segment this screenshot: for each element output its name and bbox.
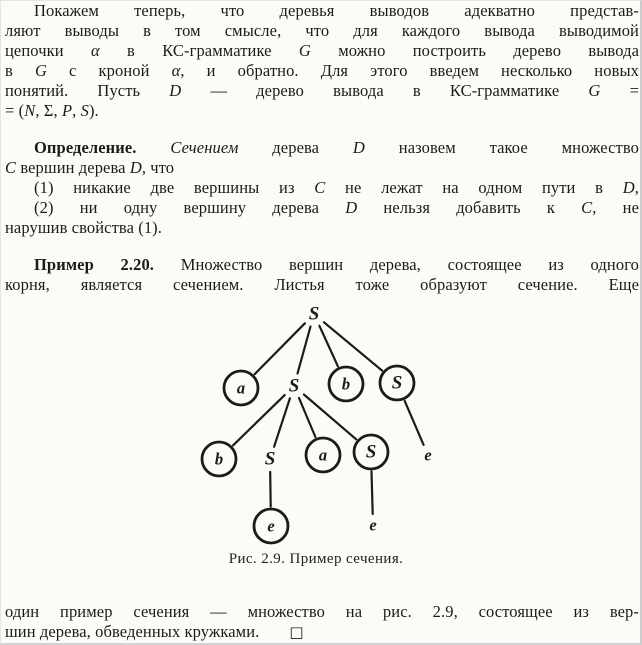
text-line xyxy=(5,41,639,61)
text-line xyxy=(5,255,639,275)
italic-variable: D xyxy=(622,178,635,197)
text-run: один пример сечения — множество на рис. 2.9, состоящее из вер- xyxy=(5,602,639,621)
tree-node-label: S xyxy=(391,372,403,394)
text-line xyxy=(5,275,639,295)
text-run: ). xyxy=(88,101,99,120)
tree-edge xyxy=(299,398,315,437)
text-run: , не xyxy=(592,198,640,217)
text-run: цепочки xyxy=(5,41,91,60)
italic-variable: S xyxy=(80,101,89,120)
text-line xyxy=(5,61,639,81)
italic-variable: D xyxy=(345,198,358,217)
tree-node-label: S xyxy=(264,448,276,470)
text-run: (2) ни одну вершину дерева xyxy=(34,198,346,217)
italic-variable: G xyxy=(34,61,47,80)
text-run: нельзя добавить к xyxy=(357,198,582,217)
text-run: = xyxy=(600,81,639,100)
tree-edge xyxy=(298,327,311,374)
tree-node-label: S xyxy=(365,441,377,463)
tree-edge xyxy=(274,398,290,446)
text-line xyxy=(5,602,639,622)
text-run: = ( xyxy=(5,101,25,120)
tree-node-label: b xyxy=(341,374,351,394)
italic-variable: N xyxy=(24,101,36,120)
text-line xyxy=(5,21,639,41)
tree-node-label: e xyxy=(369,515,377,535)
italic-variable: D xyxy=(169,81,182,100)
text-run: , xyxy=(72,101,81,120)
text-run: , и обратно. Для этого введем несколько новых xyxy=(180,61,639,80)
italic-variable: α xyxy=(90,41,100,60)
text-run: вершин дерева xyxy=(16,158,130,177)
italic-variable: P xyxy=(61,101,73,120)
italic-variable: C xyxy=(581,198,593,217)
text-run: корня, является сечением. Листья тоже образуют сечение. Еще xyxy=(5,275,639,294)
text-line xyxy=(5,138,639,158)
tree-node-label: S xyxy=(308,303,320,325)
italic-variable: G xyxy=(588,81,601,100)
italic-variable: G xyxy=(298,41,311,60)
text-run: в КС-грамматике xyxy=(99,41,299,60)
derivation-tree-figure xyxy=(1,301,642,553)
text-line xyxy=(5,178,639,198)
text-line xyxy=(5,101,639,121)
tree-edge xyxy=(405,401,424,445)
text-line xyxy=(5,198,639,218)
text-line xyxy=(5,622,639,642)
text-run: с кроной xyxy=(46,61,172,80)
italic-variable: C xyxy=(5,158,17,177)
text-run: , Σ, xyxy=(35,101,62,120)
text-run: не лежат на одном пути в xyxy=(325,178,623,197)
bold-run: Пример 2.20. xyxy=(34,255,181,274)
tree-edge xyxy=(255,323,305,374)
qed-box: □ xyxy=(289,623,304,641)
tree-node-label: b xyxy=(214,449,224,469)
text-run: можно построить дерево вывода xyxy=(310,41,640,60)
tree-node-label: e xyxy=(267,516,275,536)
text-run: , что xyxy=(141,158,175,177)
text-run: Множество вершин дерева, состоящее из одного xyxy=(180,255,639,274)
text-run: назовем такое множество xyxy=(364,138,639,157)
text-run: шин дерева, обведенных кружками. xyxy=(5,622,260,641)
tree-node-label: S xyxy=(288,375,300,397)
italic-variable: D xyxy=(352,138,365,157)
italic-variable: D xyxy=(129,158,142,177)
text-run: нарушив свойства (1). xyxy=(5,218,162,237)
italic-variable: α xyxy=(171,61,181,80)
text-line xyxy=(5,158,639,178)
tree-node-label: e xyxy=(424,445,432,465)
text-run: в xyxy=(5,61,35,80)
example-paragraph xyxy=(5,255,639,295)
italic-variable: Сечением xyxy=(170,138,239,157)
tree-node-label: a xyxy=(236,378,246,398)
intro-paragraph xyxy=(5,1,639,121)
tree-edge xyxy=(372,472,373,515)
text-run: — дерево вывода в КС-грамматике xyxy=(181,81,589,100)
text-run: (1) никакие две вершины из xyxy=(34,178,315,197)
text-run: понятий. Пусть xyxy=(5,81,170,100)
text-run: ляют выводы в том смысле, что для каждого вывода выводимой xyxy=(5,21,639,40)
tree-edge xyxy=(270,472,271,507)
tree-node-label: a xyxy=(318,445,328,465)
italic-variable: C xyxy=(314,178,326,197)
text-line xyxy=(5,218,639,238)
text-run: дерева xyxy=(238,138,353,157)
tree-edge xyxy=(324,322,382,370)
definition-paragraph xyxy=(5,138,639,238)
text-line xyxy=(5,1,639,21)
text-line xyxy=(5,81,639,101)
text-run: Покажем теперь, что деревья выводов адекватно представ- xyxy=(34,1,639,20)
bold-run: Определение. xyxy=(34,138,171,157)
figure-caption: Рис. 2.9. Пример сечения. xyxy=(228,551,404,567)
text-run: , xyxy=(634,178,639,197)
closing-paragraph xyxy=(5,602,639,642)
